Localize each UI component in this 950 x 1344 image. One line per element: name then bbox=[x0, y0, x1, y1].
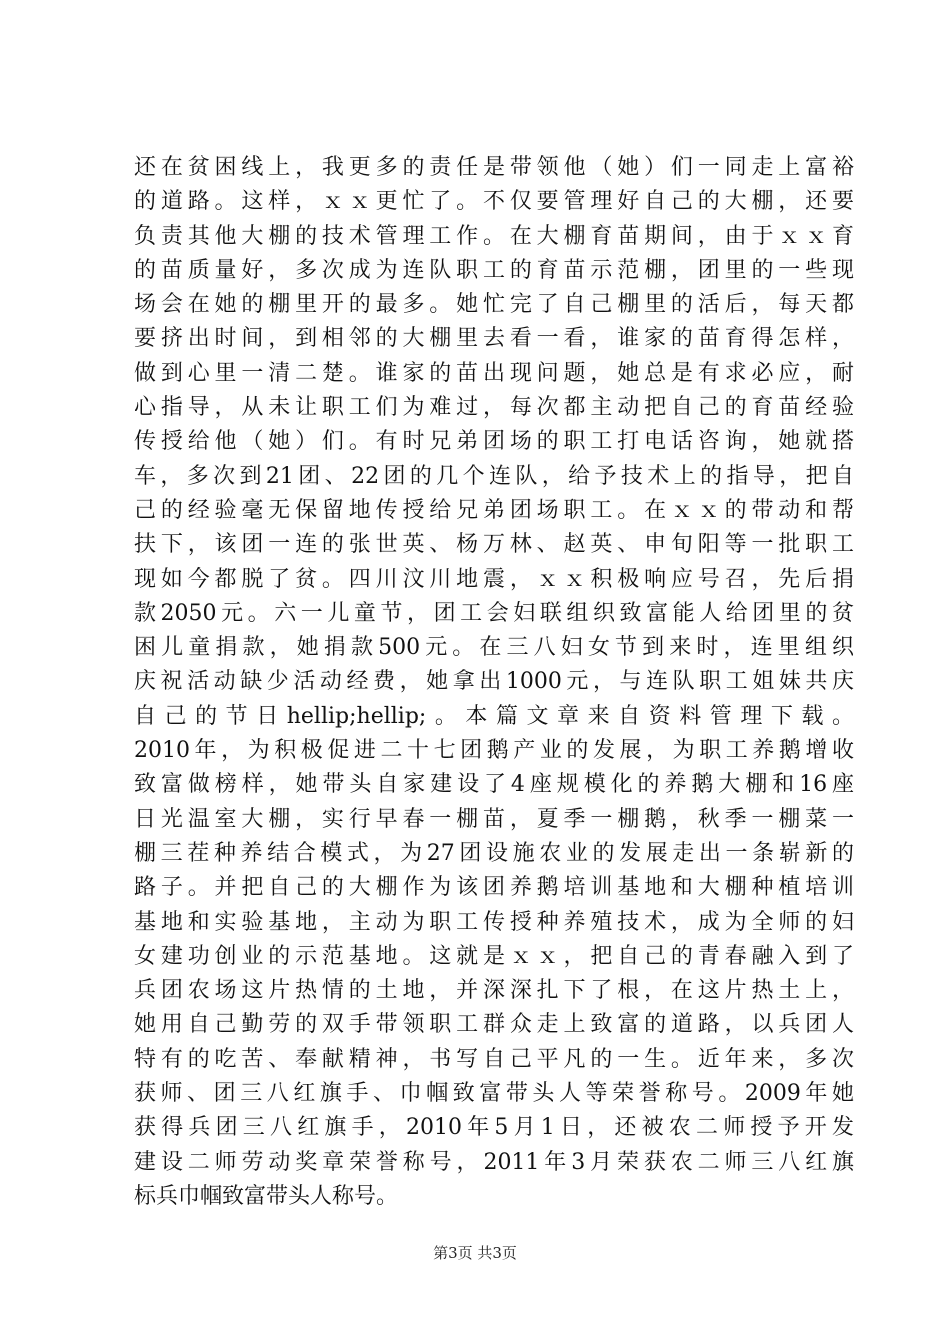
text-line: 棚三茬种养结合模式，为27团设施农业的发展走出一条崭新的 bbox=[134, 840, 854, 866]
text-line: 车，多次到21团、22团的几个连队，给予技术上的指导，把自 bbox=[134, 463, 854, 489]
text-line: 建设二师劳动奖章荣誉称号，2011年3月荣获农二师三八红旗 bbox=[134, 1149, 854, 1175]
text-line: 兵团农场这片热情的土地，并深深扎下了根，在这片热土上， bbox=[134, 978, 854, 1004]
text-line: 心指导，从未让职工们为难过，每次都主动把自己的育苗经验 bbox=[134, 395, 854, 421]
page-number-footer: 第3页 共3页 bbox=[433, 1244, 517, 1262]
text-line: 致富做榜样，她带头自家建设了4座规模化的养鹅大棚和16座 bbox=[134, 772, 854, 798]
text-line: 庆祝活动缺少活动经费，她拿出1000元，与连队职工姐妹共庆 bbox=[134, 669, 854, 695]
text-line: 做到心里一清二楚。谁家的苗出现问题，她总是有求必应，耐 bbox=[134, 360, 854, 386]
text-line: 获得兵团三八红旗手，2010年5月1日，还被农二师授予开发 bbox=[134, 1115, 854, 1141]
text-line: 基地和实验基地，主动为职工传授种养殖技术，成为全师的妇 bbox=[134, 909, 854, 935]
text-line: 扶下，该团一连的张世英、杨万林、赵英、申旬阳等一批职工 bbox=[134, 532, 854, 558]
body-paragraph bbox=[134, 151, 854, 1214]
text-line: 困儿童捐款，她捐款500元。在三八妇女节到来时，连里组织 bbox=[134, 635, 854, 661]
text-line: 女建功创业的示范基地。这就是ｘｘ，把自己的青春融入到了 bbox=[134, 943, 854, 969]
text-line: 场会在她的棚里开的最多。她忙完了自己棚里的活后，每天都 bbox=[134, 292, 854, 318]
text-line: 标兵巾帼致富带头人称号。 bbox=[134, 1183, 399, 1209]
text-line: 特有的吃苦、奉献精神，书写自己平凡的一生。近年来，多次 bbox=[134, 1046, 854, 1072]
text-line: 还在贫困线上，我更多的责任是带领他（她）们一同走上富裕 bbox=[134, 155, 854, 180]
text-line: 负责其他大棚的技术管理工作。在大棚育苗期间，由于ｘｘ育 bbox=[134, 223, 854, 249]
text-line: 她用自己勤劳的双手带领职工群众走上致富的道路，以兵团人 bbox=[134, 1012, 854, 1038]
text-line: 的道路。这样，ｘｘ更忙了。不仅要管理好自己的大棚，还要 bbox=[134, 189, 854, 215]
text-line: 获师、团三八红旗手、巾帼致富带头人等荣誉称号。2009年她 bbox=[134, 1081, 854, 1107]
text-line: 现如今都脱了贫。四川汶川地震，ｘｘ积极响应号召，先后捐 bbox=[134, 566, 854, 592]
text-line: 路子。并把自己的大棚作为该团养鹅培训基地和大棚种植培训 bbox=[134, 875, 854, 901]
text-line: 己的经验毫无保留地传授给兄弟团场职工。在ｘｘ的带动和帮 bbox=[134, 497, 854, 523]
text-line: 自己的节日hellip;hellip;。本篇文章来自资料管理下载。 bbox=[134, 703, 854, 729]
text-line: 款2050元。六一儿童节，团工会妇联组织致富能人给团里的贫 bbox=[134, 600, 854, 626]
text-line: 的苗质量好，多次成为连队职工的育苗示范棚，团里的一些现 bbox=[134, 257, 854, 283]
text-line: 要挤出时间，到相邻的大棚里去看一看，谁家的苗育得怎样， bbox=[134, 326, 854, 352]
text-line: 传授给他（她）们。有时兄弟团场的职工打电话咨询，她就搭 bbox=[134, 429, 854, 455]
text-line: 2010年，为积极促进二十七团鹅产业的发展，为职工养鹅增收 bbox=[134, 738, 854, 764]
text-line: 日光温室大棚，实行早春一棚苗，夏季一棚鹅，秋季一棚菜一 bbox=[134, 806, 854, 832]
